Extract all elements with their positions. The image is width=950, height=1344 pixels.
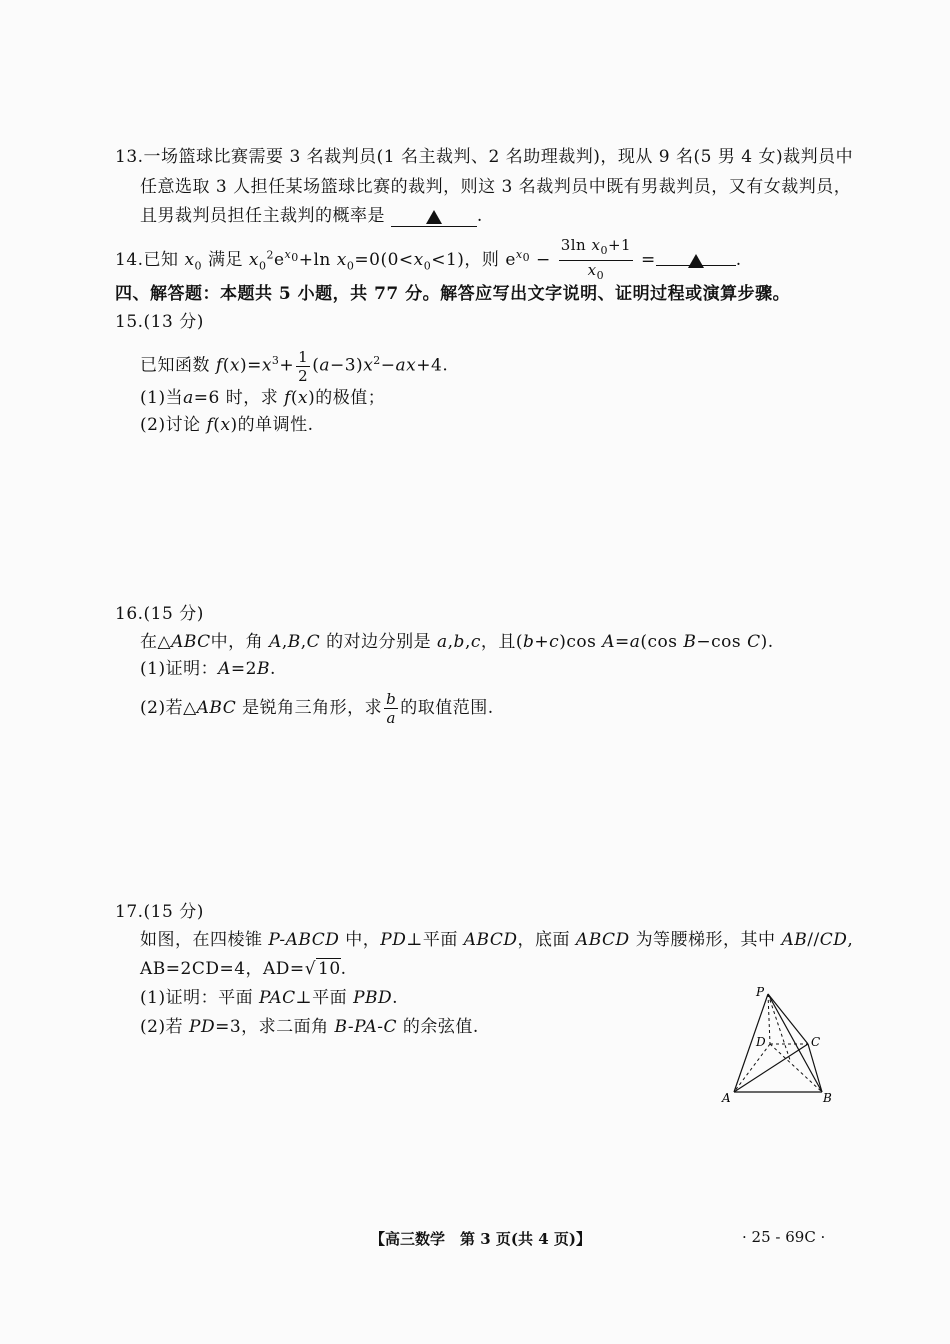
fig-label-a: A [722,1091,731,1105]
q16-header: 16.(15 分) [115,604,204,624]
q17-part1: (1)证明：平面 PAC⊥平面 PBD. [140,988,399,1008]
answer-blank-14 [656,245,736,266]
q17-line2: AB=2CD=4，AD=√ 10. [140,959,347,979]
exam-code: · 25 - 69C · [742,1228,826,1246]
q17-header: 17.(15 分) [115,902,204,922]
page-footer: 【高三数学 第 3 页(共 4 页)】 [370,1230,591,1248]
q16-line1: 在△ABC中，角 A,B,C 的对边分别是 a,b,c，且(b+c)cos A=a(cos B−cos C). [140,632,774,652]
q15-function: 已知函数 $f(x)=x^3+$ $\frac{1}{2}$ $(a-3)x^2-ax+4$. [140,347,449,385]
q15-part2: (2)讨论 f(x)的单调性. [140,415,314,435]
fig-label-d: D [756,1035,766,1049]
section-heading: 四、解答题：本题共 5 小题，共 77 分。解答应写出文字说明、证明过程或演算步骤。 [115,284,791,304]
triangle-icon [426,210,442,224]
q16-part1: (1)证明：A=2B. [140,659,276,679]
q13-line1: 13.一场篮球比赛需要 3 名裁判员(1 名主裁判、2 名助理裁判)，现从 9 名(5 男 4 女)裁判员中 [115,147,854,167]
q13-line2: 任意选取 3 人担任某场篮球比赛的裁判，则这 3 名裁判员中既有男裁判员，又有女裁判员， [140,177,852,197]
fig-label-b: B [823,1091,832,1105]
triangle-icon [688,254,704,268]
answer-blank [391,206,477,227]
q14-line: 14.已知 $x_0$ 满足 $x_0^2e^{x_0}+\ln$ $x_0=0(0<x_0<1)$，则 $e^{x_0}$ − $\frac{3\ln x_0+1}{x_0}$ = . [115,236,742,285]
pyramid-figure [718,982,848,1112]
q14-fraction: $\frac{3\ln x_0+1}{x_0}$ [560,236,632,282]
fig-label-p: P [756,985,765,999]
q15-header: 15.(13 分) [115,312,204,332]
q17-part2: (2)若 PD=3，求二面角 B-PA-C 的余弦值. [140,1017,479,1037]
q16-part2: (2)若△ABC 是锐角三角形，求 $\frac{b}{a}$ 的取值范围. [140,690,494,727]
q17-line1: 如图，在四棱锥 P-ABCD 中，PD⊥平面 ABCD，底面 ABCD 为等腰梯形，其中 AB//CD, [140,930,854,950]
q15-part1: (1)当a=6 时，求 f(x)的极值； [140,388,386,408]
fig-label-c: C [811,1035,821,1049]
q13-line3: 且男裁判员担任主裁判的概率是 . [140,206,483,226]
